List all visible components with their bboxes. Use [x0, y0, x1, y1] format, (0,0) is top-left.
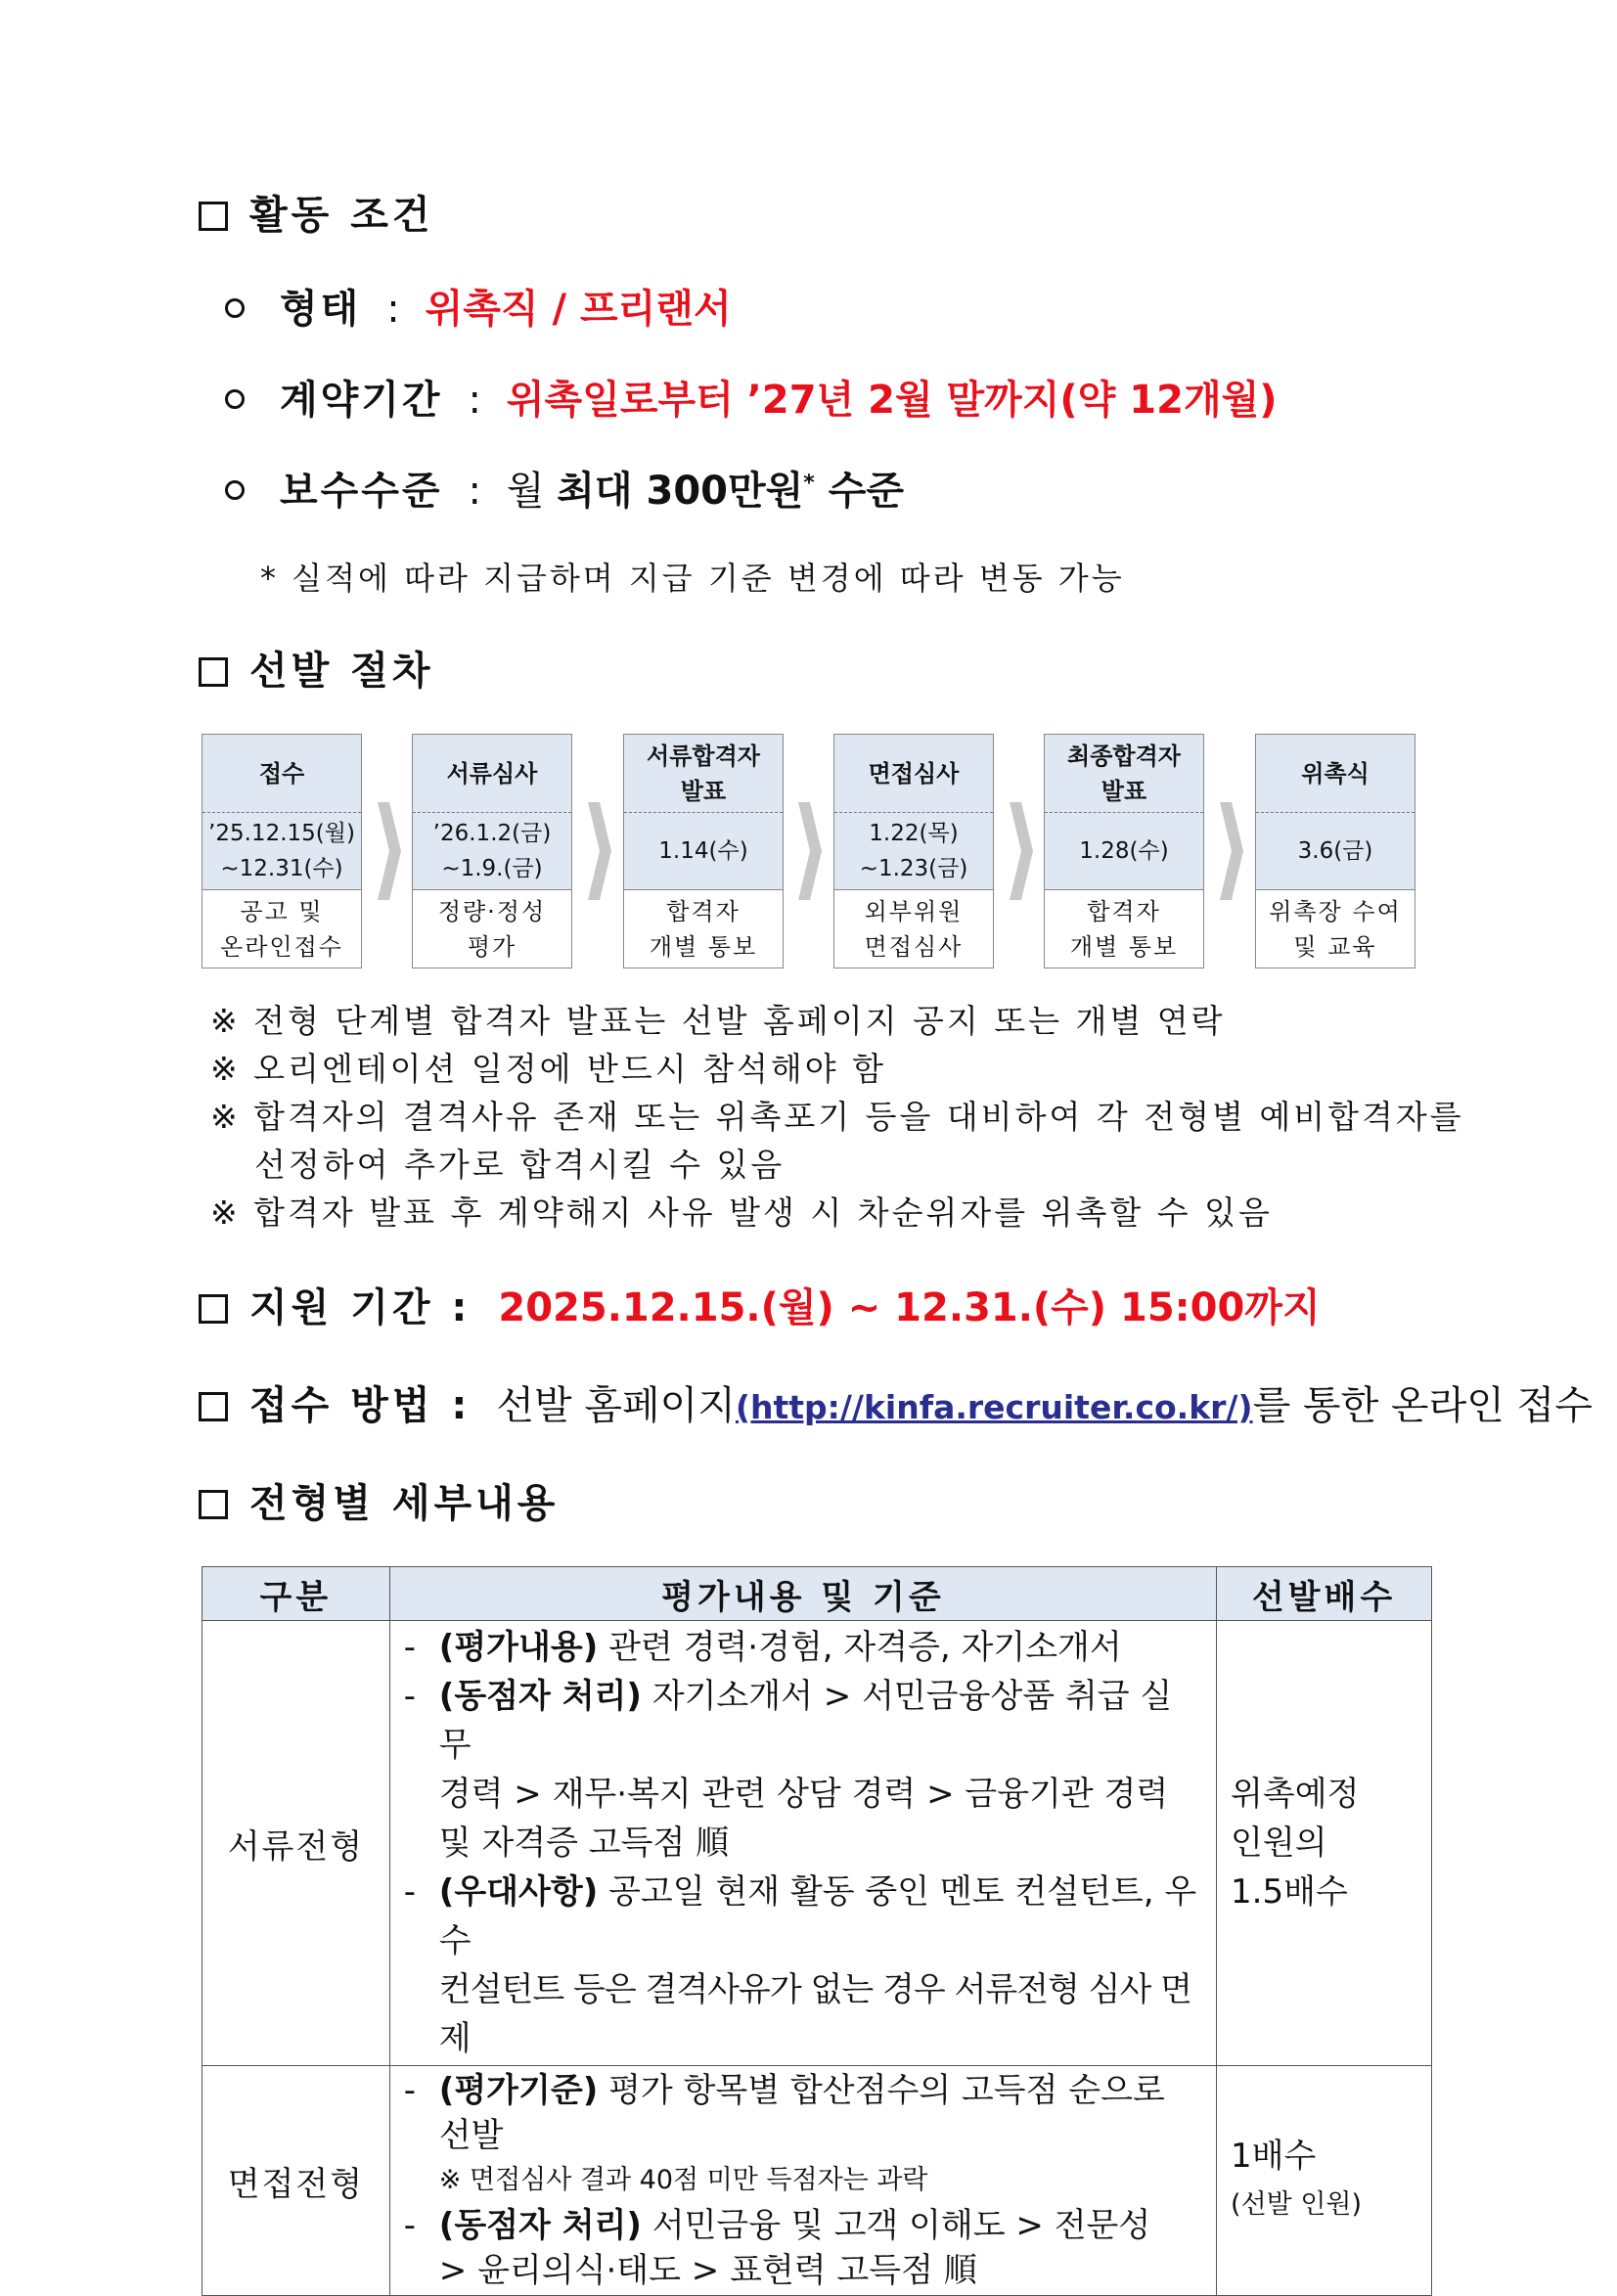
- activity-pay: 보수수준 : 월 최대 300만원* 수준: [225, 460, 904, 516]
- process-step-document-pass: [623, 734, 784, 968]
- header-multiple: 선발배수: [1217, 1567, 1432, 1621]
- table-row: [202, 1621, 1432, 2066]
- step-date: ’26.1.2(금) ~1.9.(금): [413, 813, 571, 890]
- note-line: ※ 전형 단계별 합격자 발표는 선발 홈페이지 공지 또는 개별 연락: [210, 1002, 1226, 1040]
- circle-bullet-icon: [225, 298, 245, 318]
- step-desc: 위촉장 수여 및 교육: [1269, 898, 1402, 961]
- process-step-interview: [833, 734, 994, 968]
- procedure-notes: [210, 997, 1464, 1237]
- chevron-right-icon: [796, 802, 824, 900]
- process-step-commission: [1255, 734, 1415, 968]
- section-heading-activity: 활동 조건: [199, 184, 434, 240]
- multiple-cell: 1배수 (선발 인원): [1217, 2066, 1432, 2296]
- header-criteria: 평가내용 및 기준: [389, 1567, 1216, 1621]
- checkbox-square-icon: [199, 1392, 228, 1421]
- step-title: 서류합격자 발표: [624, 735, 783, 813]
- pay-footnote: * 실적에 따라 지급하며 지급 기준 변경에 따라 변동 가능: [260, 560, 1125, 597]
- step-title: 최종합격자 발표: [1045, 735, 1203, 813]
- step-desc: 정량·정성 평가: [437, 898, 547, 961]
- step-title: 위촉식: [1256, 735, 1415, 813]
- step-desc: 합격자 개별 통보: [649, 898, 758, 961]
- process-step-document-review: [412, 734, 572, 968]
- process-step-receipt: [202, 734, 362, 968]
- note-line: ※ 오리엔테이션 일정에 반드시 참석해야 함: [210, 1050, 887, 1088]
- criteria-cell: - (평가기준) 평가 항목별 합산점수의 고득점 순으로 선발 ※ 면접심사 결과 40점 미만 득점자는 과락 - (동점자 처리) 서민금융 및 고객 이해도 > 전문성 > 윤리의식·태도 > 표현력 고득점 順: [389, 2066, 1216, 2296]
- chevron-right-icon: [586, 802, 613, 900]
- activity-contract: 계약기간 : 위촉일로부터 ’27년 2월 말까지(약 12개월): [225, 369, 1278, 425]
- step-date: ’25.12.15(월) ~12.31(수): [202, 813, 361, 890]
- header-category: 구분: [202, 1567, 390, 1621]
- category-cell: 면접전형: [202, 2066, 390, 2296]
- chevron-right-icon: [376, 802, 403, 900]
- checkbox-square-icon: [199, 1294, 228, 1324]
- method-suffix: 를 통한 온라인 접수: [1252, 1383, 1593, 1428]
- multiple-cell: 위촉예정 인원의 1.5배수: [1217, 1621, 1432, 2066]
- note-line: ※ 합격자 발표 후 계약해지 사유 발생 시 차순위자를 위촉할 수 있음: [210, 1193, 1273, 1232]
- note-line: 선정하여 추가로 합격시킬 수 있음: [254, 1146, 786, 1184]
- step-date: 1.14(수): [624, 813, 783, 890]
- checkbox-square-icon: [199, 202, 228, 231]
- table-row: [202, 2066, 1432, 2296]
- chevron-right-icon: [1008, 802, 1035, 900]
- method-prefix: 선발 홈페이지: [496, 1383, 736, 1428]
- step-date: 3.6(금): [1256, 813, 1415, 890]
- circle-bullet-icon: [225, 389, 245, 409]
- chevron-right-icon: [1218, 802, 1245, 900]
- category-cell: 서류전형: [202, 1621, 390, 2066]
- activity-type: 형태 : 위촉직 / 프리랜서: [225, 278, 732, 334]
- step-date: 1.28(수): [1045, 813, 1203, 890]
- section-heading-procedure: 선발 절차: [199, 640, 434, 696]
- checkbox-square-icon: [199, 1490, 228, 1519]
- section-heading-details: 전형별 세부내용: [199, 1472, 559, 1528]
- section-heading-method: 접수 방법 : 선발 홈페이지(http://kinfa.recruiter.co.kr/)를 통한 온라인 접수: [199, 1374, 1593, 1430]
- criteria-cell: - (평가내용) 관련 경력·경험, 자격증, 자기소개서 - (동점자 처리) 자기소개서 > 서민금융상품 취급 실무 경력 > 재무·복지 관련 상담 경력 > 금융기관 경력 및 자격증 고득점 順 - (우대사항) 공고일 현재 활동 중인 멘토 컨설턴트, 우수 컨설턴트 등은 결격사유가 없는 경우 서류전형 심사 면제: [389, 1621, 1216, 2066]
- note-line: ※ 합격자의 결격사유 존재 또는 위촉포기 등을 대비하여 각 전형별 예비합격자를: [210, 1098, 1464, 1136]
- step-desc: 공고 및 온라인접수: [220, 898, 343, 961]
- circle-bullet-icon: [225, 480, 245, 500]
- step-title: 면접심사: [834, 735, 993, 813]
- section-heading-period: 지원 기간 : 2025.12.15.(월) ~ 12.31.(수) 15:00까지: [199, 1277, 1321, 1332]
- table-header-row: [202, 1567, 1432, 1621]
- homepage-link[interactable]: (http://kinfa.recruiter.co.kr/): [735, 1388, 1253, 1426]
- checkbox-square-icon: [199, 657, 228, 687]
- application-period: 2025.12.15.(월) ~ 12.31.(수) 15:00까지: [498, 1285, 1321, 1330]
- step-desc: 합격자 개별 통보: [1069, 898, 1179, 961]
- step-date: 1.22(목) ~1.23(금): [834, 813, 993, 890]
- step-desc: 외부위원 면접심사: [864, 898, 964, 961]
- criteria-table: [202, 1566, 1432, 2296]
- step-title: 서류심사: [413, 735, 571, 813]
- step-title: 접수: [202, 735, 361, 813]
- process-step-final-pass: [1044, 734, 1204, 968]
